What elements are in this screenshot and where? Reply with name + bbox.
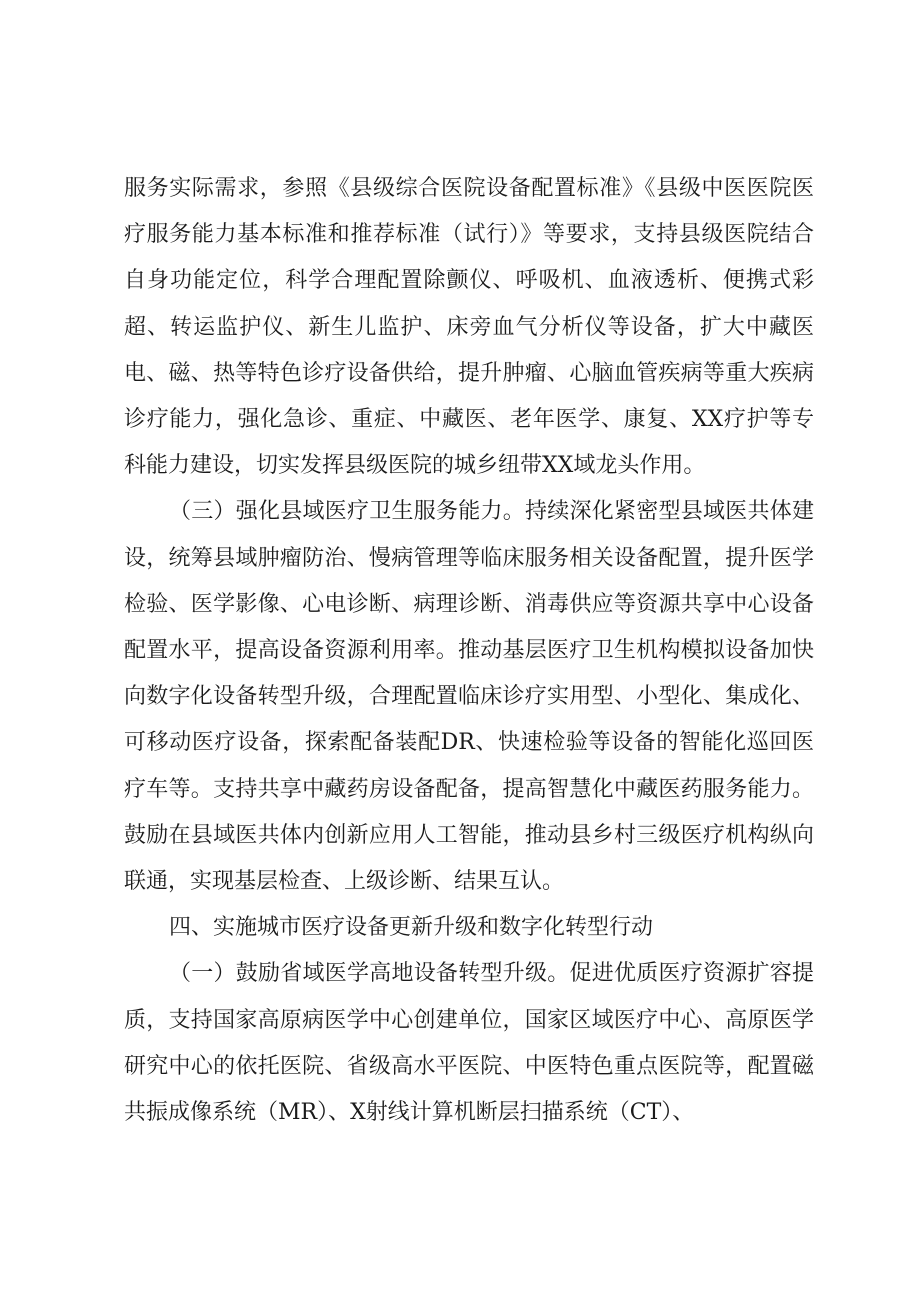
- paragraph-provincial-highland-upgrade: （一）鼓励省域医学高地设备转型升级。促进优质医疗资源扩容提质，支持国家高原病医学中心创建单位，国家区域医疗中心、高原医学研究中心的依托医院、省级高水平医院、中医特色重点医院等，配置磁共振成像系统（MR）、X射线计算机断层扫描系统（CT）、: [124, 961, 814, 1126]
- section-heading-four: 四、实施城市医疗设备更新升级和数字化转型行动: [169, 915, 654, 941]
- paragraph-county-service-capacity: （三）强化县域医疗卫生服务能力。持续深化紧密型县域医共体建设，统筹县域肿瘤防治、慢病管理等临床服务相关设备配置，提升医学检验、医学影像、心电诊断、病理诊断、消毒供应等资源共享中心设备配置水平，提高设备资源利用率。推动基层医疗卫生机构模拟设备加快向数字化设备转型升级，合理配置临床诊疗实用型、小型化、集成化、可移动医疗设备，探索配备装配DR、快速检验等设备的智能化巡回医疗车等。支持共享中藏药房设备配备，提高智慧化中藏医药服务能力。鼓励在县域医共体内创新应用人工智能，推动县乡村三级医疗机构纵向联通，实现基层检查、上级诊断、结果互认。: [124, 499, 814, 895]
- document-body: [124, 166, 814, 1136]
- paragraph-county-hospital-equipment: 服务实际需求，参照《县级综合医院设备配置标准》《县级中医医院医疗服务能力基本标准和推荐标准（试行）》等要求，支持县级医院结合自身功能定位，科学合理配置除颤仪、呼吸机、血液透析、便携式彩超、转运监护仪、新生儿监护、床旁血气分析仪等设备，扩大中藏医电、磁、热等特色诊疗设备供给，提升肿瘤、心脑血管疾病等重大疾病诊疗能力，强化急诊、重症、中藏医、老年医学、康复、XX疗护等专科能力建设，切实发挥县级医院的城乡纽带XX域龙头作用。: [124, 176, 814, 479]
